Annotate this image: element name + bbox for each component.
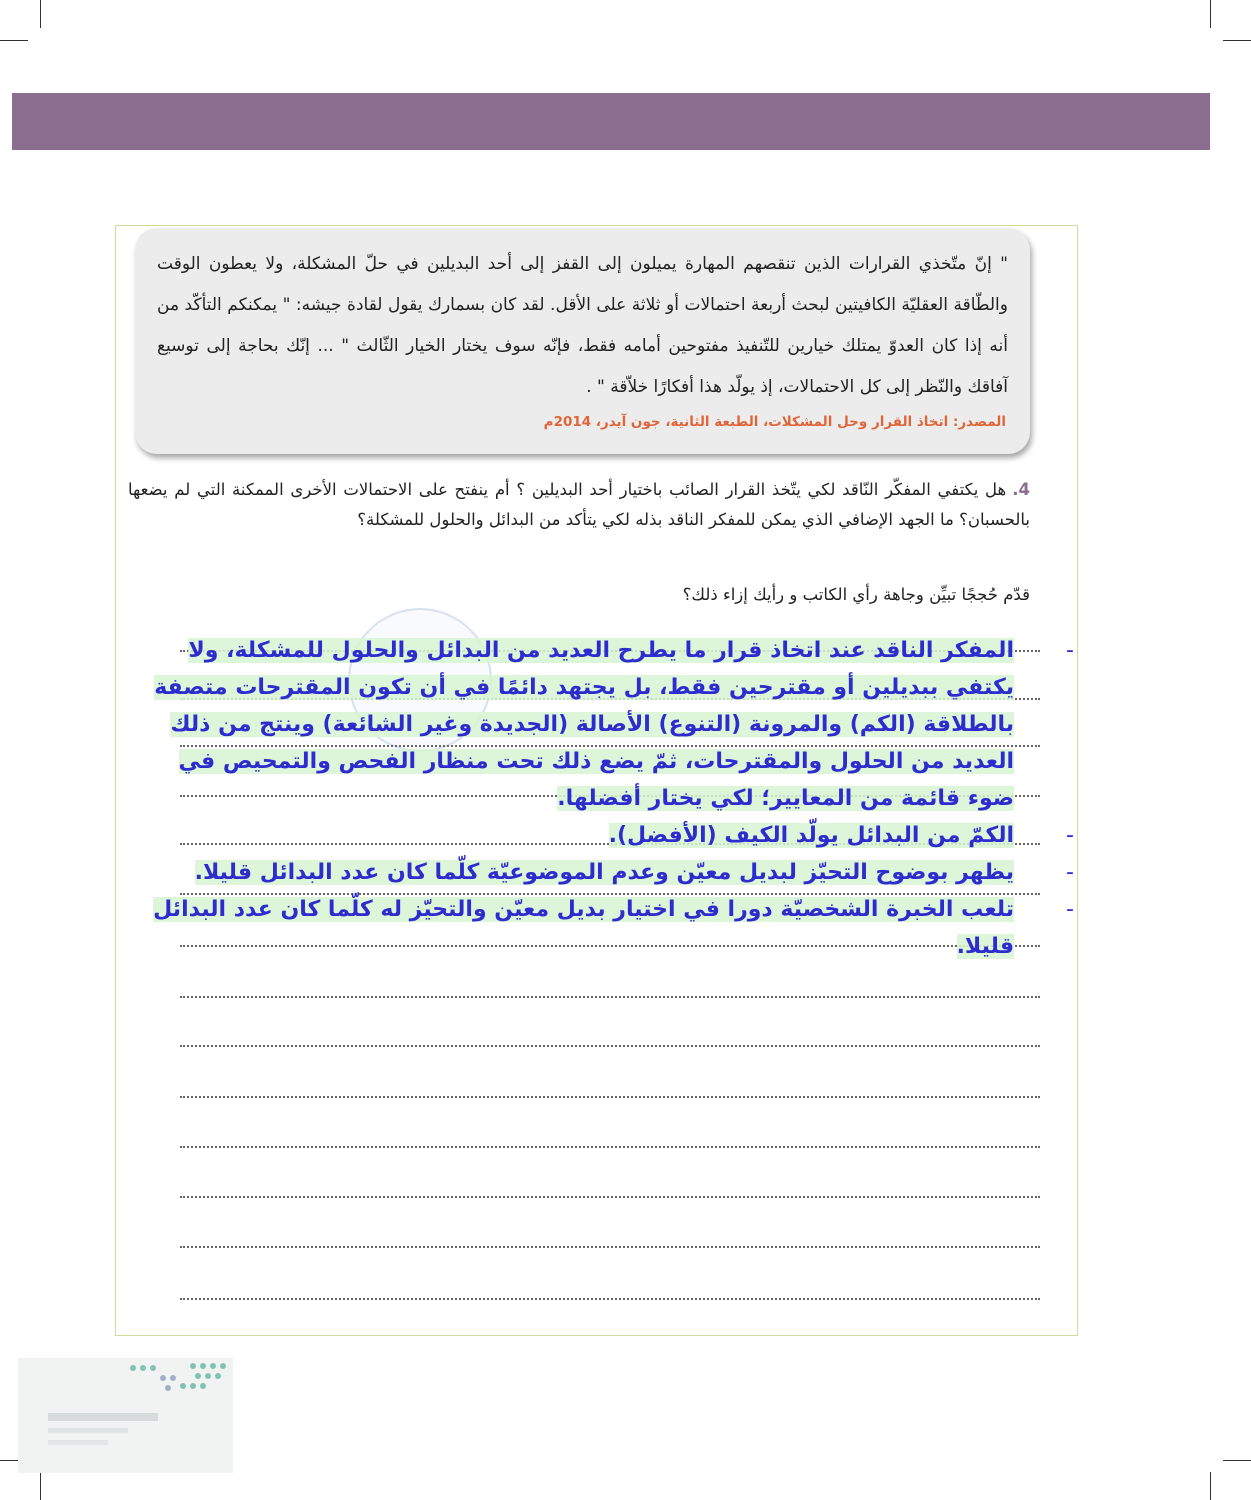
answer-line — [180, 1196, 1040, 1198]
quote-text: " إنّ متّخذي القرارات الذين تنقصهم المهارة يميلون إلى القفز إلى أحد البديلين في حلّ المشكلة، ولا يعطون الوقت والطّاقة العقليّة الكافيتين لبحث أربعة احتمالات أو ثلاثة على الأقل. لقد كان بسمارك يقول لقادة جيشه: " يمكنكم التأكّد من أنه إذا كان العدوّ يمتلك خيارين للتّنفيذ مفتوحين أمامه فقط، فإنّه سوف يختار الخيار الثّالث " ... إنّك بحاجة إلى توسيع آفاقك والنّظر إلى كل الاحتمالات، إذ يولّد هذا أفكارًا خلاّقة " . — [157, 254, 1008, 397]
question-text — [128, 475, 1030, 535]
answer-item — [138, 632, 1076, 817]
answer-text: المفكر الناقد عند اتخاذ قرار ما يطرح العديد من البدائل والحلول للمشكلة، ولا يكتفي ببديلين أو مقترحين فقط، بل يجتهد دائمًا في أن تكون المقترحات متصفة بالطلاقة (الكم) والمرونة (التنوع) الأصالة (الجديدة وغير الشائعة) وينتج من ذلك العديد من الحلول والمقترحات، ثمّ يضع ذلك تحت منظار الفحص والتمحيص في ضوء قائمة من المعايير؛ لكي يختار أفضلها. — [154, 638, 1014, 811]
answer-line — [180, 1298, 1040, 1300]
answer-dash: - — [1066, 638, 1074, 663]
logo-text-bar — [48, 1413, 158, 1421]
logo-dots-icon — [123, 1360, 233, 1400]
question-number: 4. — [1012, 480, 1030, 499]
ministry-logo — [18, 1358, 233, 1473]
quote-box — [135, 228, 1030, 454]
answer-item — [138, 891, 1076, 965]
answer-line — [180, 1246, 1040, 1248]
answer-line — [180, 1045, 1040, 1047]
answer-line — [180, 1146, 1040, 1148]
answer-text: تلعب الخبرة الشخصيّة دورا في اختيار بديل معيّن والتحيّز له كلّما كان عدد البدائل قليلا. — [153, 897, 1014, 959]
logo-text-bar — [48, 1428, 128, 1433]
header-bar — [12, 93, 1210, 150]
quote-source: المصدر: اتخاذ القرار وحل المشكلات، الطبعة الثانية، جون آيدر، 2014م — [543, 414, 1006, 430]
crop-mark — [40, 1472, 41, 1500]
answer-dash: - — [1066, 823, 1074, 848]
answer-text: يظهر بوضوح التحيّز لبديل معيّن وعدم الموضوعيّة كلّما كان عدد البدائل قليلا. — [194, 860, 1014, 885]
question-prompt: قدّم حُججًا تبيِّن وجاهة رأي الكاتب و رأيك إزاء ذلك؟ — [682, 585, 1030, 604]
logo-text-bar — [48, 1440, 108, 1445]
answer-list — [138, 632, 1076, 965]
answer-item — [138, 854, 1076, 891]
answer-item — [138, 817, 1076, 854]
crop-mark — [40, 0, 41, 28]
answer-line — [180, 1096, 1040, 1098]
answer-text: الكمّ من البدائل يولّد الكيف (الأفضل). — [608, 823, 1014, 848]
crop-mark — [1223, 1460, 1251, 1461]
answer-dash: - — [1066, 897, 1074, 922]
answer-line — [180, 996, 1040, 998]
crop-mark — [0, 40, 28, 41]
crop-mark — [1210, 0, 1211, 28]
answer-dash: - — [1066, 860, 1074, 885]
question-body: هل يكتفي المفكّر النّاقد لكي يتّخذ القرار الصائب باختيار أحد البديلين ؟ أم ينفتح على الاحتمالات الأخرى الممكنة التي لم يضعها بالحسبان؟ ما الجهد الإضافي الذي يمكن للمفكر الناقد بذله لكي يتأكد من البدائل والحلول للمشكلة؟ — [128, 480, 1030, 529]
crop-mark — [1210, 1472, 1211, 1500]
crop-mark — [1223, 40, 1251, 41]
